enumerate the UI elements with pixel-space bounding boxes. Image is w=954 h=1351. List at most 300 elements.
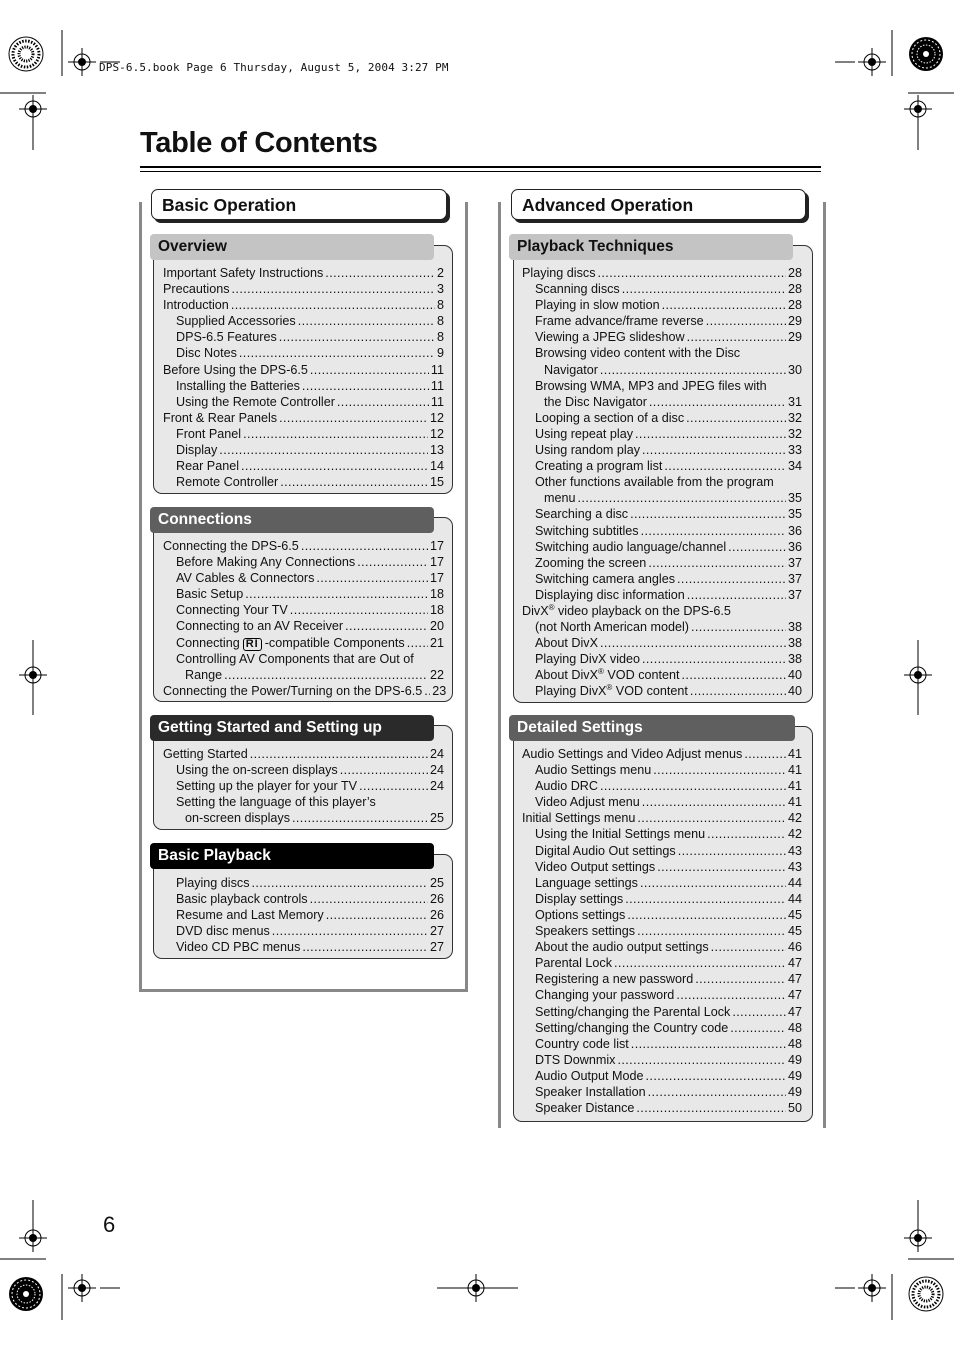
- leader-dots: [642, 651, 786, 667]
- toc-entry-title: [535, 987, 674, 1003]
- toc-entry-title: [535, 539, 726, 555]
- toc-entry-title: [163, 538, 299, 554]
- toc-entry: [522, 571, 802, 587]
- toc-entry: [163, 618, 444, 634]
- leader-dots: [231, 297, 435, 313]
- registration-crosshair-icon: [19, 1224, 47, 1252]
- toc-entry: [522, 1004, 802, 1020]
- toc-page-number: 38: [787, 620, 802, 635]
- leader-dots: [337, 394, 429, 410]
- registration-star-icon: [909, 1277, 943, 1311]
- toc-entry-title: [176, 602, 288, 618]
- leader-dots: [252, 875, 428, 891]
- toc-page-number: 8: [436, 330, 444, 345]
- leader-dots: [641, 523, 786, 539]
- toc-entry: [522, 939, 802, 955]
- toc-entry-text: Before Making Any Connections: [176, 555, 356, 570]
- toc-entry-title: [535, 923, 635, 939]
- leader-dots: [682, 667, 786, 683]
- leader-dots: [245, 586, 428, 602]
- toc-entry-title: [176, 474, 278, 490]
- title-rule: [140, 166, 821, 168]
- toc-entry-title: [544, 490, 576, 506]
- toc-entry: [522, 635, 802, 651]
- toc-page-number: 37: [787, 555, 802, 570]
- toc-entry: [163, 265, 444, 281]
- toc-page-number: 36: [787, 523, 802, 538]
- toc-entry: [522, 1036, 802, 1052]
- toc-entry-title: [163, 410, 277, 426]
- toc-entry: [163, 651, 444, 667]
- toc-entry-text: Using the Remote Controller: [176, 394, 335, 409]
- toc-entry-title: [535, 762, 651, 778]
- toc-entry: [522, 394, 802, 410]
- toc-entry: [163, 939, 444, 955]
- toc-entry-title: [176, 313, 296, 329]
- toc-entry: [163, 762, 444, 778]
- toc-entry-text: Speaker Distance: [535, 1101, 635, 1116]
- toc-page-number: 27: [429, 924, 444, 939]
- toc-entry: [163, 923, 444, 939]
- toc-entry-title: [176, 378, 300, 394]
- toc-entry: [163, 667, 444, 683]
- leader-dots: [272, 923, 428, 939]
- toc-entry: [522, 329, 802, 345]
- toc-entry-title: [535, 651, 640, 667]
- toc-entry-title: [176, 891, 308, 907]
- toc-entry: [522, 875, 802, 891]
- toc-page-number: 30: [787, 362, 802, 377]
- toc-entry: [163, 635, 444, 651]
- toc-entry-text: Setting/changing the Country code: [535, 1020, 729, 1035]
- toc-entry-text: Disc Notes: [176, 346, 237, 361]
- toc-entry-title: [535, 859, 655, 875]
- toc-entry-text: Browsing WMA, MP3 and JPEG files with: [535, 378, 767, 393]
- leader-dots: [600, 778, 786, 794]
- toc-entry: [163, 281, 444, 297]
- toc-entry-text: Parental Lock: [535, 956, 613, 971]
- toc-entry: [163, 602, 444, 618]
- toc-entry-text: Switching subtitles: [535, 523, 639, 538]
- toc-entry-text-cont: VOD content: [603, 668, 680, 683]
- registration-crosshair-icon: [858, 1274, 886, 1302]
- toc-entry: [163, 474, 444, 490]
- toc-page-number: 3: [436, 282, 444, 297]
- toc-entry-title: [535, 907, 625, 923]
- toc-entry: [522, 523, 802, 539]
- toc-entry-title: [535, 955, 612, 971]
- toc-page-number: 9: [436, 346, 444, 361]
- toc-entry-title: [176, 554, 355, 570]
- toc-page-number: 14: [429, 459, 444, 474]
- toc-page-number: 15: [429, 475, 444, 490]
- toc-entry-text: Playing DivX video: [535, 652, 640, 667]
- leader-dots: [407, 635, 428, 651]
- leader-dots: [617, 1052, 786, 1068]
- leader-dots: [325, 265, 435, 281]
- toc-entry: [163, 329, 444, 345]
- registration-crosshair-icon: [68, 48, 96, 76]
- toc-page-number: 45: [787, 924, 802, 939]
- toc-entry-title: [535, 826, 705, 842]
- section-title-overview: Overview: [150, 234, 434, 260]
- leader-dots: [730, 1020, 786, 1036]
- toc-page-number: 17: [429, 571, 444, 586]
- toc-entry-text: Precautions: [163, 282, 230, 297]
- toc-entry: [163, 778, 444, 794]
- toc-entry-title: [522, 810, 635, 826]
- toc-page-number: 2: [436, 266, 444, 280]
- leader-dots: [292, 810, 428, 826]
- toc-entry-title: [176, 939, 300, 955]
- toc-list-basic-playback: [163, 875, 444, 955]
- toc-entry: [522, 587, 802, 603]
- toc-entry: [522, 667, 802, 683]
- leader-dots: [290, 602, 428, 618]
- toc-entry-text: Setting up the player for your TV: [176, 779, 358, 794]
- toc-entry: [522, 762, 802, 778]
- toc-page-number: 38: [787, 636, 802, 651]
- toc-page-number: 29: [787, 330, 802, 345]
- leader-dots: [279, 329, 435, 345]
- toc-entry-text: Audio Settings and Video Adjust menus: [522, 747, 743, 761]
- toc-entry: [163, 683, 447, 699]
- toc-entry-title: [535, 891, 623, 907]
- toc-entry: [522, 1052, 802, 1068]
- registration-crosshair-icon: [904, 1224, 932, 1252]
- toc-page-number: 25: [429, 811, 444, 826]
- toc-list-getting-started: [163, 746, 444, 826]
- leader-dots: [640, 875, 786, 891]
- toc-entry: [163, 538, 444, 554]
- leader-dots: [649, 394, 786, 410]
- toc-page-number: 47: [787, 972, 802, 987]
- leader-dots: [301, 538, 428, 554]
- toc-page-number: 36: [787, 539, 802, 554]
- toc-entry-title: [535, 506, 628, 522]
- leader-dots: [695, 971, 786, 987]
- print-header: DPS-6.5.book Page 6 Thursday, August 5, 2004 3:27 PM: [99, 61, 449, 74]
- toc-entry-title: [535, 1020, 728, 1036]
- toc-entry: [522, 555, 802, 571]
- toc-entry-title: [535, 329, 685, 345]
- toc-entry: [522, 281, 802, 297]
- toc-entry-text: AV Cables & Connectors: [176, 571, 315, 586]
- toc-entry: [522, 410, 802, 426]
- toc-entry-title: [163, 297, 229, 313]
- toc-entry-title: [535, 313, 704, 329]
- toc-entry-title: [535, 378, 767, 394]
- toc-entry-text: DTS Downmix: [535, 1052, 616, 1067]
- toc-entry-title: [535, 426, 633, 442]
- toc-page-number: 42: [787, 827, 802, 842]
- toc-list-connections: [163, 538, 447, 699]
- toc-page-number: 37: [787, 571, 802, 586]
- toc-entry: [163, 378, 444, 394]
- toc-entry-text: Front Panel: [176, 426, 242, 441]
- toc-entry-text: Rear Panel: [176, 459, 240, 474]
- toc-page-number: 24: [429, 747, 444, 761]
- toc-page-number: 46: [787, 940, 802, 955]
- toc-entry-title: [176, 923, 270, 939]
- leader-dots: [239, 345, 435, 361]
- leader-dots: [598, 265, 786, 281]
- toc-entry-text: About DivX: [535, 636, 598, 651]
- toc-entry-title: [535, 587, 685, 603]
- toc-entry-text: Connecting to an AV Receiver: [176, 619, 344, 634]
- toc-page-number: 24: [429, 763, 444, 778]
- leader-dots: [359, 778, 428, 794]
- registered-mark: ®: [548, 602, 555, 612]
- toc-entry-title: [176, 618, 343, 634]
- toc-entry: [522, 683, 802, 699]
- leader-dots: [728, 539, 786, 555]
- toc-entry-title: [535, 875, 638, 891]
- toc-page-number: 34: [787, 459, 802, 474]
- leader-dots: [357, 554, 428, 570]
- toc-entry-title: [535, 1004, 730, 1020]
- toc-page-number: 24: [429, 779, 444, 794]
- toc-entry: [522, 265, 802, 281]
- toc-entry-text: Supplied Accessories: [176, 314, 296, 329]
- toc-entry: [163, 810, 444, 826]
- toc-entry-text: Basic Setup: [176, 587, 244, 602]
- toc-list-detailed-settings: [522, 746, 802, 1116]
- toc-entry-text: Basic playback controls: [176, 892, 308, 907]
- leader-dots: [691, 619, 786, 635]
- toc-entry: [163, 794, 444, 810]
- toc-entry-text: Searching a disc: [535, 507, 629, 522]
- toc-entry: [522, 987, 802, 1003]
- toc-entry: [522, 490, 802, 506]
- title-rule-thin: [140, 171, 821, 172]
- toc-entry-title: [163, 683, 422, 699]
- toc-entry-text: Initial Settings menu: [522, 811, 636, 826]
- toc-entry-title: [535, 458, 662, 474]
- leader-dots: [340, 762, 428, 778]
- leader-dots: [600, 635, 786, 651]
- toc-entry-title: [535, 843, 676, 859]
- toc-entry-text: Playing discs: [176, 876, 250, 890]
- toc-page-number: 35: [787, 491, 802, 506]
- toc-page-number: 47: [787, 988, 802, 1003]
- toc-page-number: 17: [429, 539, 444, 553]
- toc-page-number: 42: [787, 811, 802, 826]
- toc-entry: [163, 458, 444, 474]
- toc-entry-text: Installing the Batteries: [176, 378, 300, 393]
- toc-entry-text: Displaying disc information: [535, 587, 685, 602]
- toc-entry-title: [535, 297, 660, 313]
- toc-entry-text: Playing discs: [522, 266, 596, 280]
- toc-entry-text: Audio Settings menu: [535, 763, 652, 778]
- toc-entry-text: Changing your password: [535, 988, 675, 1003]
- toc-entry-title: [535, 442, 640, 458]
- toc-entry: [522, 843, 802, 859]
- toc-entry-title: [176, 794, 376, 810]
- toc-page-number: 43: [787, 843, 802, 858]
- toc-page-number: 50: [787, 1101, 802, 1116]
- toc-entry-text: Playing in slow motion: [535, 298, 660, 313]
- registration-star-icon: [9, 37, 43, 71]
- toc-entry: [522, 345, 802, 361]
- toc-entry-title: [522, 265, 596, 281]
- toc-page-number: 49: [787, 1068, 802, 1083]
- toc-entry: [163, 554, 444, 570]
- toc-entry-text: Frame advance/frame reverse: [535, 314, 704, 329]
- toc-entry-text: (not North American model): [535, 620, 689, 635]
- toc-entry-title: [522, 746, 742, 762]
- toc-entry-text: Connecting the Power/Turning on the DPS-6.5: [163, 683, 423, 698]
- toc-page-number: 48: [787, 1020, 802, 1035]
- toc-entry-text: Registering a new password: [535, 972, 694, 987]
- toc-page-number: 44: [787, 891, 802, 906]
- leader-dots: [310, 891, 428, 907]
- section-title-playback-techniques: Playback Techniques: [509, 234, 793, 260]
- toc-entry-text: Switching audio language/channel: [535, 539, 727, 554]
- toc-page-number: 25: [429, 876, 444, 890]
- toc-entry-text: DVD disc menus: [176, 924, 270, 939]
- toc-entry-title: [535, 939, 709, 955]
- registration-star-icon: [9, 1277, 43, 1311]
- toc-entry-title: [535, 1068, 644, 1084]
- toc-entry-text: Front & Rear Panels: [163, 410, 278, 425]
- toc-page-number: 45: [787, 907, 802, 922]
- page-number: 6: [103, 1212, 116, 1237]
- leader-dots: [664, 458, 786, 474]
- toc-entry: [522, 603, 802, 619]
- toc-entry-title: [535, 1052, 615, 1068]
- toc-entry: [522, 1100, 802, 1116]
- toc-page-number: 29: [787, 314, 802, 329]
- leader-dots: [622, 281, 786, 297]
- toc-entry: [522, 619, 802, 635]
- leader-dots: [424, 683, 430, 699]
- toc-entry: [522, 746, 802, 762]
- toc-entry-text-cont: VOD content: [612, 684, 688, 699]
- leader-dots: [630, 506, 786, 522]
- toc-entry-text: Connecting the DPS-6.5: [163, 539, 299, 553]
- ri-logo-icon: RI: [243, 638, 262, 651]
- toc-entry-text: the Disc Navigator: [544, 394, 647, 409]
- leader-dots: [250, 746, 428, 762]
- toc-entry-title: [163, 362, 308, 378]
- leader-dots: [642, 442, 786, 458]
- toc-entry-title: [163, 265, 323, 281]
- toc-entry: [163, 442, 444, 458]
- toc-entry: [522, 1020, 802, 1036]
- toc-entry-text: Using repeat play: [535, 426, 634, 441]
- toc-page-number: 33: [787, 443, 802, 458]
- toc-entry-title: [535, 778, 598, 794]
- toc-entry-text: Looping a section of a disc: [535, 410, 685, 425]
- toc-page-number: 28: [787, 298, 802, 313]
- toc-page-number: 12: [429, 426, 444, 441]
- toc-entry-text: Country code list: [535, 1036, 629, 1051]
- toc-entry-text: About the audio output settings: [535, 940, 709, 955]
- toc-entry-title: [535, 1036, 629, 1052]
- toc-entry: [163, 426, 444, 442]
- toc-entry: [522, 810, 802, 826]
- leader-dots: [687, 587, 786, 603]
- leader-dots: [316, 570, 428, 586]
- registration-star-icon: [909, 37, 943, 71]
- registration-crosshair-icon: [19, 95, 47, 123]
- toc-page-number: 32: [787, 410, 802, 425]
- leader-dots: [706, 313, 786, 329]
- toc-page-number: 17: [429, 555, 444, 570]
- toc-entry-title: [535, 794, 640, 810]
- leader-dots: [744, 746, 786, 762]
- toc-page-number: 22: [429, 667, 444, 682]
- leader-dots: [631, 1036, 786, 1052]
- toc-entry-text: Playing DivX: [535, 684, 607, 699]
- toc-entry: [163, 570, 444, 586]
- toc-page-number: 40: [787, 668, 802, 683]
- section-title-getting-started: Getting Started and Setting up: [150, 715, 434, 741]
- toc-entry: [163, 297, 444, 313]
- leader-dots: [676, 987, 786, 1003]
- toc-entry: [522, 859, 802, 875]
- toc-entry-text: Other functions available from the program: [535, 475, 774, 490]
- toc-page-number: 41: [787, 747, 802, 761]
- toc-entry-text: Digital Audio Out settings: [535, 843, 676, 858]
- toc-entry: [522, 1068, 802, 1084]
- toc-page-number: 28: [787, 266, 802, 280]
- toc-entry-text: Navigator: [544, 362, 598, 377]
- toc-entry-text: Browsing video content with the Disc: [535, 346, 741, 361]
- toc-page-number: 11: [430, 362, 444, 377]
- toc-page-number: 32: [787, 426, 802, 441]
- toc-page-number: 41: [787, 763, 802, 778]
- toc-page-number: 49: [787, 1084, 802, 1099]
- section-title-connections: Connections: [150, 507, 434, 533]
- leader-dots: [627, 907, 786, 923]
- leader-dots: [662, 297, 786, 313]
- toc-entry-title: [544, 394, 647, 410]
- toc-entry-title: [176, 762, 338, 778]
- toc-entry: [522, 794, 802, 810]
- toc-entry-text: Connecting Your TV: [176, 603, 288, 618]
- toc-page-number: 40: [787, 684, 802, 699]
- toc-entry-text-cont: video playback on the DPS-6.5: [554, 603, 731, 618]
- leader-dots: [648, 555, 786, 571]
- toc-entry-title: [535, 555, 646, 571]
- toc-entry: [522, 651, 802, 667]
- toc-entry-title: [163, 281, 230, 297]
- toc-page-number: 31: [787, 394, 802, 409]
- toc-entry-title: [185, 667, 222, 683]
- leader-dots: [657, 859, 786, 875]
- toc-page-number: 35: [787, 507, 802, 522]
- leader-dots: [600, 362, 786, 378]
- leader-dots: [690, 683, 786, 699]
- toc-entry-text: DPS-6.5 Features: [176, 330, 277, 345]
- toc-entry-text: Viewing a JPEG slideshow: [535, 330, 685, 345]
- toc-entry: [522, 426, 802, 442]
- toc-entry: [163, 345, 444, 361]
- toc-entry-title: [176, 329, 277, 345]
- toc-entry: [522, 971, 802, 987]
- toc-entry-text: Remote Controller: [176, 475, 279, 490]
- toc-entry-text: Setting the language of this player’s: [176, 795, 376, 810]
- leader-dots: [578, 490, 786, 506]
- registered-mark: ®: [598, 667, 604, 677]
- toc-page-number: 37: [787, 587, 802, 602]
- leader-dots: [326, 907, 428, 923]
- section-title-detailed-settings: Detailed Settings: [509, 715, 795, 741]
- toc-entry: [522, 923, 802, 939]
- toc-page-number: 18: [429, 587, 444, 602]
